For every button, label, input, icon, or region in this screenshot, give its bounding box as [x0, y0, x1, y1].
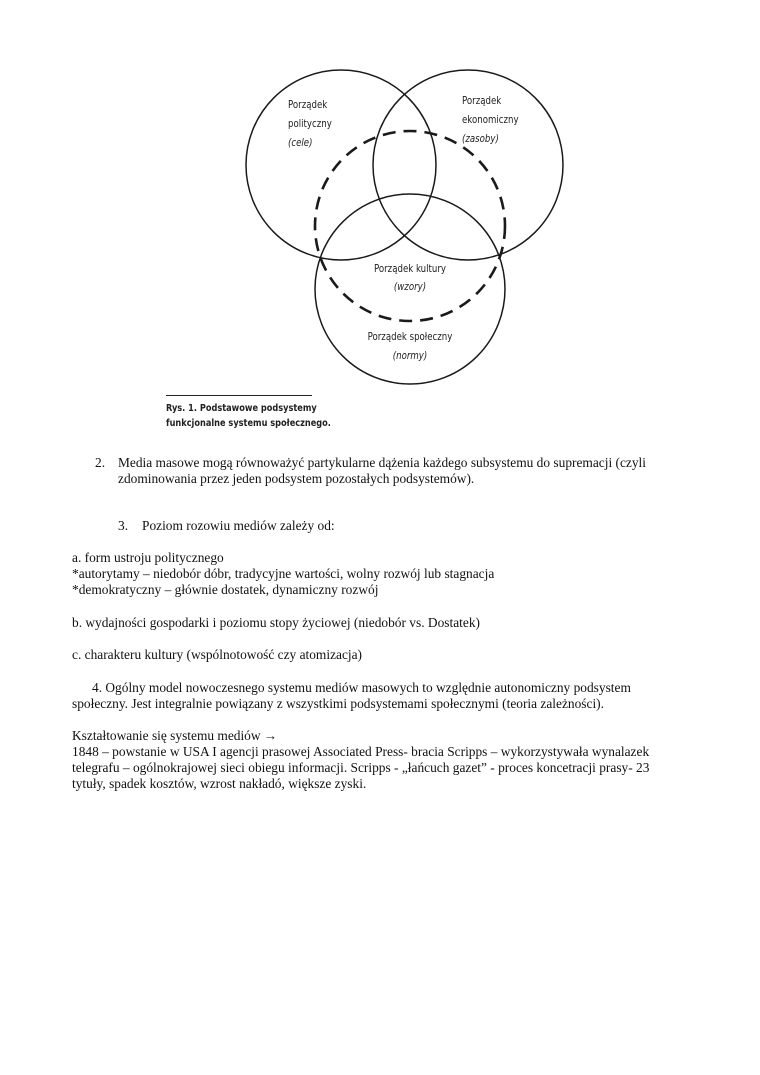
history-line-2: telegrafu – ogólnokrajowej sieci obiegu informacji. Scripps - „łańcuch gazet” - proces koncetracji prasy- 23	[72, 760, 650, 775]
history-line-3: tytuły, spadek kosztów, wzrost nakładó, większe zyski.	[72, 776, 367, 791]
caption-rule	[166, 395, 312, 396]
venn-diagram	[230, 62, 580, 392]
political-order-circle	[246, 70, 436, 260]
political-order-label: Porządek polityczny (cele)	[288, 99, 332, 149]
social-order-label: Porządek społeczny (normy)	[367, 331, 453, 362]
figure-caption: Rys. 1. Podstawowe podsystemy funkcjonalne systemu społecznego.	[166, 403, 331, 429]
point-a-democratic: *demokratyczny – głównie dostatek, dynamiczny rozwój	[72, 582, 379, 597]
point-a-heading: a. form ustroju politycznego	[72, 550, 224, 565]
item-4-line-2: społeczny. Jest integralnie powiązany z wszystkimi podsystemami społecznymi (teoria zależności).	[72, 696, 604, 711]
history-heading: Kształtowanie się systemu mediów →	[72, 728, 278, 743]
point-a-authoritarian: *autorytamy – niedobór dóbr, tradycyjne wartości, wolny rozwój lub stagnacja	[72, 566, 495, 581]
item-3-number: 3.	[118, 518, 129, 533]
item-2-number: 2.	[95, 455, 106, 470]
economic-order-label: Porządek ekonomiczny (zasoby)	[462, 95, 519, 145]
item-4-line-1: 4. Ogólny model nowoczesnego systemu mediów masowych to względnie autonomiczny podsystem	[92, 680, 631, 695]
culture-order-label: Porządek kultury (wzory)	[373, 263, 447, 293]
point-b: b. wydajności gospodarki i poziomu stopy życiowej (niedobór vs. Dostatek)	[72, 615, 480, 630]
item-2-line-1: Media masowe mogą równoważyć partykularne dążenia każdego subsystemu do supremacji (czyli	[118, 455, 647, 470]
point-c: c. charakteru kultury (wspólnotowość czy atomizacja)	[72, 647, 363, 662]
item-2-line-2: zdominowania przez jeden podsystem pozostałych podsystemów).	[118, 471, 475, 486]
item-3-text: Poziom rozowiu mediów zależy od:	[142, 518, 335, 533]
history-line-1: 1848 – powstanie w USA I agencji prasowej Associated Press- bracia Scripps – wykorzystywała wynalazek	[72, 744, 650, 759]
